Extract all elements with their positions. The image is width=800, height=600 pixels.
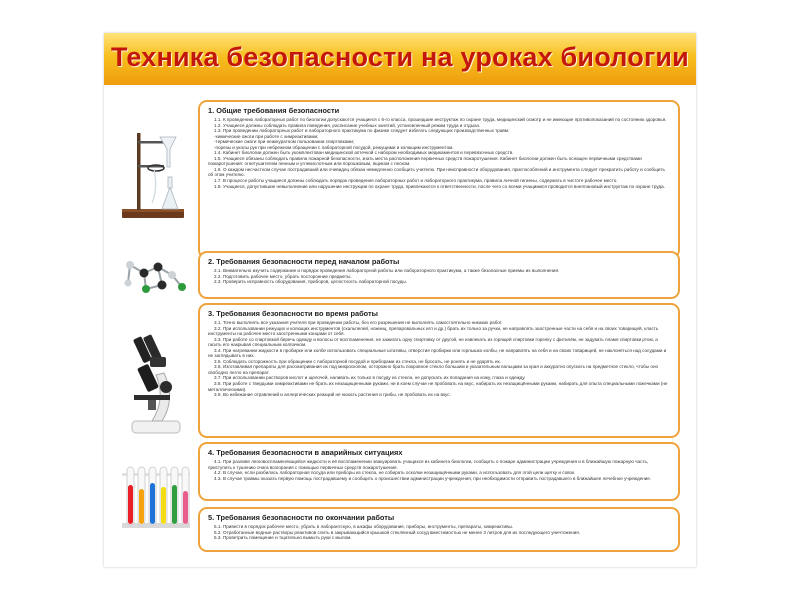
section-line: 2.2. Подготовить рабочее место, убрать посторонние предметы. — [214, 273, 352, 279]
page-title: Техника безопасности на уроках биологии — [111, 42, 689, 72]
title-banner — [104, 33, 696, 85]
section-line: 3.8. При работе с твердыми химреактивами не брать их незащищенными руками, ни в коем случае не пробовать на вкус, набирать их незащищёнными руками, набирать для опыта специальными ложечками (не металлическими). — [208, 381, 668, 392]
section-line: 3.4. При нагревании жидкости в пробирке или колбе использовать специальные штативы, отверстие пробирки или горлышко колбы, не направлять на себя и на своих товарищей, не наклоняться над сосудами и не заглядывать в них. — [208, 347, 667, 359]
section-heading: 1. Общие требования безопасности — [208, 106, 340, 115]
molecule-model-icon — [122, 255, 188, 301]
section-heading: 2. Требования безопасности перед началом работы — [208, 257, 400, 266]
section-line: 1.7. В процессе работы учащиеся должны соблюдать порядок проведения лабораторных работ и лабораторного практикума, правила личной гигиены, содержать в чистоте рабочее место. — [214, 178, 618, 184]
section-lines — [208, 268, 668, 285]
poster — [104, 33, 696, 567]
section-line: 5.2. Отработанные водные растворы реактивов слить в закрывающийся крышкой стеклянный сосуд вместимостью не менее 3 литров для их последующего уничтожения. — [214, 529, 581, 535]
section-lines — [208, 320, 668, 398]
section-before-work — [198, 251, 680, 299]
section-line: -химические ожоги при работе с химреактивами; — [214, 133, 319, 139]
section-line: 1.4. Кабинет биологии должен быть укомплектован медицинской аптечкой с набором необходимых медикаментов и перевязочных средств. — [214, 150, 514, 156]
section-line: 4.2. В случае, если разбилась лабораторная посуда или приборы из стекла, не собирать осколки незащищёнными руками, а использовать для этой цели щетку и совок. — [214, 470, 576, 476]
section-line: 3.9. Во избежание отравлений и аллергических реакций не нюхать растения и грибы, не пробовать их на вкус. — [214, 392, 451, 398]
section-line: 1.5. Учащиеся обязаны соблюдать правила пожарной безопасности, знать места расположения первичных средств пожаротушения. Кабинет биологии должен быть оснащен первичными средствами пожаротушения: огнетушителем пенным и углекислотным или порошковым, ящиком с песком. — [208, 155, 642, 167]
section-during-work — [198, 303, 680, 438]
section-heading: 3. Требования безопасности во время работы — [208, 309, 378, 318]
section-lines — [208, 524, 668, 541]
section-line: 3.2. При использовании режущих и колющих инструментов (скальпелей, ножниц, препаровальных игл и др.) брать их только за ручки, не направлять заостренные части на себя и на своих товарищей, класть инструменты на рабочее место заостренными концами от себя. — [208, 325, 659, 337]
section-emergency — [198, 442, 680, 501]
microscope-icon — [124, 329, 188, 439]
section-line: -порезы и уколы рук при небрежном обращении с лабораторной посудой, режущими и колющим инструментом. — [214, 144, 454, 150]
section-line: 1.8. Учащиеся, допустившие невыполнение или нарушение инструкции по охране труда, привлекаются к ответственности, после чего со всеми учащимися проводится внеплановый инструктаж по охране труда. — [214, 183, 666, 189]
section-line: 1.2. Учащиеся должны соблюдать правила поведения, расписание учебных занятий, установленный режим труда и отдыха. — [214, 122, 481, 128]
section-heading: 4. Требования безопасности в аварийных ситуациях — [208, 448, 403, 457]
section-line: 2.3. Проверить исправность оборудования, приборов, целостность лабораторной посуды. — [214, 279, 407, 285]
section-line: 2.1. Внимательно изучить содержание и порядок проведения лабораторной работы или лабораторного практикума, а также безопасные приемы их выполнения. — [214, 268, 560, 273]
section-general — [198, 100, 680, 259]
section-line: 5.1. Привести в порядок рабочее место, убрать в лаборантскую, в шкафы оборудование, приборы, инструменты, препараты, химреактивы. — [214, 524, 514, 529]
section-lines — [208, 117, 668, 189]
section-line: 4.3. В случае травмы оказать первую помощь пострадавшему и сообщить о происшествии администрации учреждения, при необходимости отправить пострадавшего в ближайшее лечебное учреждение. — [214, 475, 652, 481]
section-line: 3.6. Изготавливая препараты для рассматривания их под микроскопом, осторожно брать покровное стекло большим и указательным пальцами за края и аккуратно опускать на предметное стекло, чтобы оно свободно легло на препарат. — [208, 364, 659, 375]
section-line: -термические ожоги при неаккуратном пользовании спиртовками; — [214, 139, 355, 145]
section-line: 3.7. При использовании растворов кислот и щелочей, наливать их только в посуду из стекла, не допускать их попадания на кожу, глаза и одежду. — [214, 375, 526, 381]
section-after-work — [198, 507, 680, 552]
section-line: 1.3. При проведении лабораторных работ и лабораторного практикума по физике следует избегать следующих производственных травм: — [214, 128, 510, 134]
section-line: 1.6. О каждом несчастном случае пострадавший или очевидец обязан немедленно сообщить учителю. При неисправности оборудования, приспособлений и инструмента следует прекратить работу и сообщить об этом учителю. — [208, 166, 665, 178]
section-line: 5.3. Проветрить помещение и тщательно вымыть руки с мылом. — [214, 535, 352, 541]
section-lines — [208, 459, 668, 481]
section-line: 3.3. При работе со спиртовкой беречь одежду и волосы от воспламенения, не зажигать одну спиртовку от другой, не извлекать из горящей спиртовки горелку с фитилём, не задувать пламя спиртовки ртом, а гасить его накрывая специальным колпачком. — [208, 336, 658, 348]
section-line: 3.5. Соблюдать осторожность при обращении с лабораторной посудой и приборами из стекла, не бросать, не ронять и не ударять их. — [214, 358, 502, 364]
section-line: 1.1. К проведению лабораторных работ по биологии допускаются учащиеся с 6-го класса, прошедшие инструктаж по охране труда, медицинский осмотр и не имеющие противопоказаний по состоянию здоровья. — [214, 117, 667, 122]
section-line: 3.1. Точно выполнять все указания учителя при проведении работы, без его разрешения не выполнять самостоятельно никаких работ. — [214, 320, 503, 325]
test-tubes-icon — [120, 463, 192, 537]
lab-stand-icon — [118, 123, 190, 223]
section-line: 4.1. При разливе легковоспламеняющейся жидкости и её воспламенении эвакуировать учащихся из кабинета биологии, сообщить о пожаре администрации учреждения и в ближайшую пожарную часть, приступить к тушению очага возгорания с помощью первичных средств пожаротушения. — [208, 459, 649, 470]
section-heading: 5. Требования безопасности по окончании работы — [208, 513, 395, 522]
